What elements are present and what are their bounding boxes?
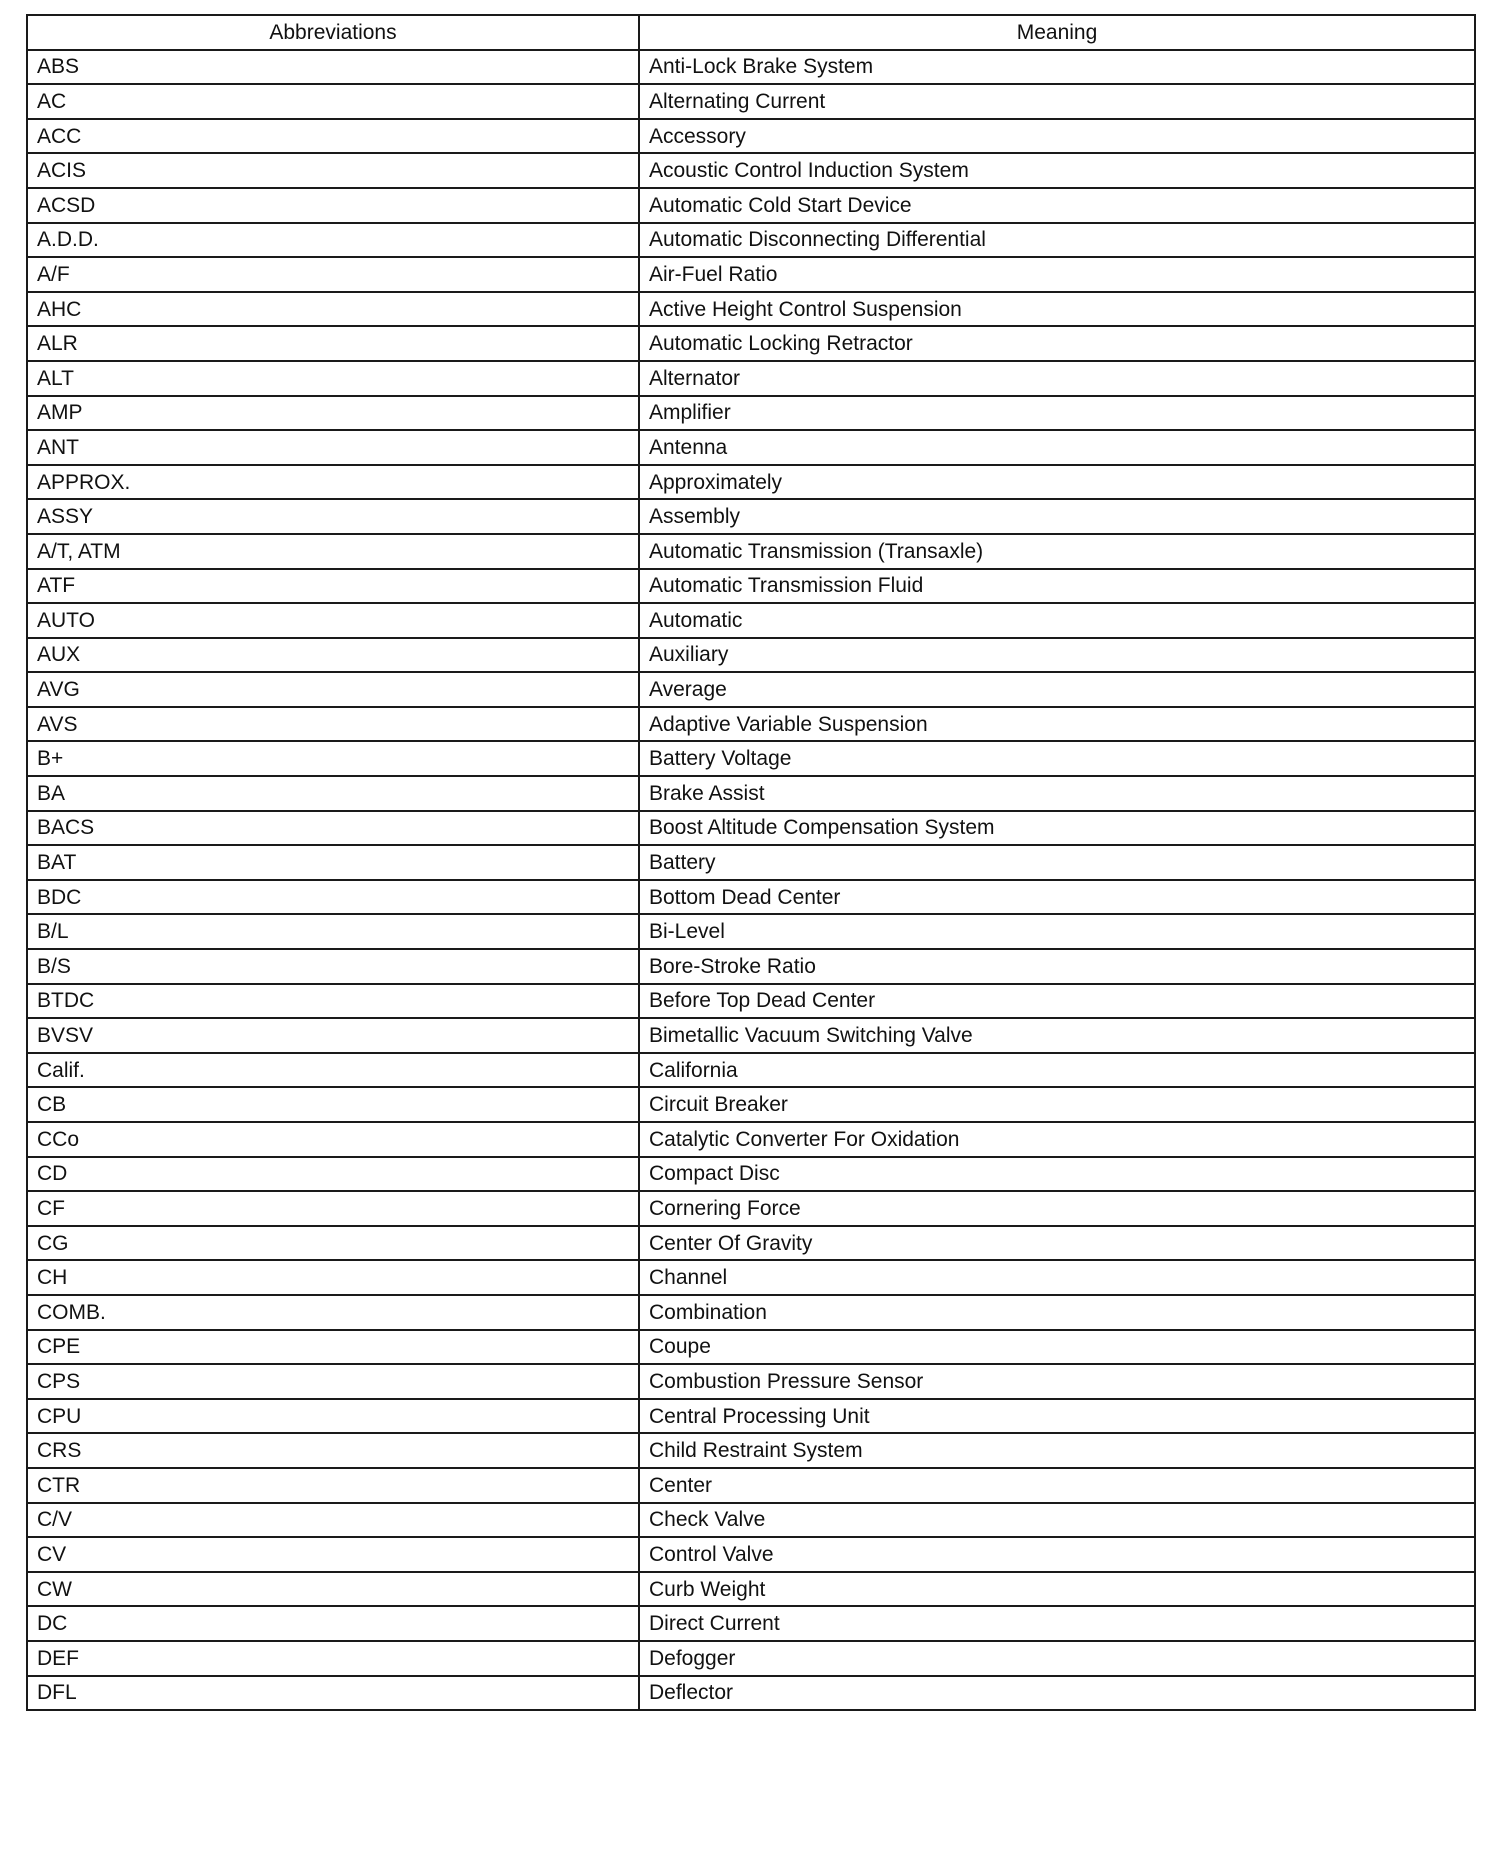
table-row: [27, 1157, 1475, 1192]
meaning-cell: Battery: [639, 845, 1475, 880]
abbreviation-cell: CV: [27, 1537, 639, 1572]
meaning-cell: Bimetallic Vacuum Switching Valve: [639, 1018, 1475, 1053]
meaning-cell: Child Restraint System: [639, 1433, 1475, 1468]
meaning-cell: Combination: [639, 1295, 1475, 1330]
abbreviation-cell: CG: [27, 1226, 639, 1261]
meaning-cell: Automatic Cold Start Device: [639, 188, 1475, 223]
table-row: [27, 845, 1475, 880]
meaning-cell: Defogger: [639, 1641, 1475, 1676]
table-row: [27, 465, 1475, 500]
table-row: [27, 1468, 1475, 1503]
meaning-cell: Cornering Force: [639, 1191, 1475, 1226]
table-row: [27, 430, 1475, 465]
table-row: [27, 638, 1475, 673]
meaning-cell: Active Height Control Suspension: [639, 292, 1475, 327]
abbreviation-cell: ABS: [27, 50, 639, 85]
meaning-cell: Automatic: [639, 603, 1475, 638]
meaning-cell: Air-Fuel Ratio: [639, 257, 1475, 292]
meaning-cell: Bore-Stroke Ratio: [639, 949, 1475, 984]
meaning-cell: Boost Altitude Compensation System: [639, 811, 1475, 846]
abbreviation-cell: C/V: [27, 1503, 639, 1538]
table-header-row: [27, 15, 1475, 50]
abbreviation-cell: APPROX.: [27, 465, 639, 500]
abbreviation-cell: CPE: [27, 1330, 639, 1365]
abbreviation-cell: CF: [27, 1191, 639, 1226]
abbreviation-cell: AVS: [27, 707, 639, 742]
table-row: [27, 1191, 1475, 1226]
table-row: [27, 1122, 1475, 1157]
meaning-cell: Automatic Transmission (Transaxle): [639, 534, 1475, 569]
abbreviation-cell: B/L: [27, 914, 639, 949]
abbreviation-cell: BA: [27, 776, 639, 811]
meaning-cell: Adaptive Variable Suspension: [639, 707, 1475, 742]
table-row: [27, 1399, 1475, 1434]
meaning-cell: Deflector: [639, 1676, 1475, 1711]
meaning-cell: Catalytic Converter For Oxidation: [639, 1122, 1475, 1157]
meaning-cell: California: [639, 1053, 1475, 1088]
abbreviation-cell: B+: [27, 741, 639, 776]
meaning-cell: Alternator: [639, 361, 1475, 396]
table-row: [27, 776, 1475, 811]
meaning-cell: Average: [639, 672, 1475, 707]
meaning-cell: Center Of Gravity: [639, 1226, 1475, 1261]
meaning-cell: Acoustic Control Induction System: [639, 153, 1475, 188]
abbreviation-cell: CW: [27, 1572, 639, 1607]
meaning-cell: Approximately: [639, 465, 1475, 500]
meaning-cell: Control Valve: [639, 1537, 1475, 1572]
abbreviation-cell: CCo: [27, 1122, 639, 1157]
table-row: [27, 707, 1475, 742]
table-row: [27, 292, 1475, 327]
column-header-meaning: Meaning: [639, 15, 1475, 50]
abbreviation-cell: ALR: [27, 326, 639, 361]
table-row: [27, 188, 1475, 223]
abbreviation-cell: CTR: [27, 1468, 639, 1503]
abbreviation-cell: CPS: [27, 1364, 639, 1399]
abbreviation-cell: BVSV: [27, 1018, 639, 1053]
table-row: [27, 1641, 1475, 1676]
table-row: [27, 1260, 1475, 1295]
table-row: [27, 50, 1475, 85]
abbreviation-cell: BACS: [27, 811, 639, 846]
meaning-cell: Direct Current: [639, 1606, 1475, 1641]
table-row: [27, 326, 1475, 361]
meaning-cell: Before Top Dead Center: [639, 984, 1475, 1019]
meaning-cell: Amplifier: [639, 396, 1475, 431]
table-row: [27, 880, 1475, 915]
table-row: [27, 499, 1475, 534]
table-row: [27, 672, 1475, 707]
abbreviation-cell: CPU: [27, 1399, 639, 1434]
abbreviation-cell: A/T, ATM: [27, 534, 639, 569]
meaning-cell: Check Valve: [639, 1503, 1475, 1538]
abbreviation-cell: AHC: [27, 292, 639, 327]
abbreviation-cell: CH: [27, 1260, 639, 1295]
table-row: [27, 1226, 1475, 1261]
meaning-cell: Channel: [639, 1260, 1475, 1295]
abbreviation-cell: CD: [27, 1157, 639, 1192]
table-row: [27, 1503, 1475, 1538]
meaning-cell: Auxiliary: [639, 638, 1475, 673]
meaning-cell: Coupe: [639, 1330, 1475, 1365]
table-row: [27, 914, 1475, 949]
table-row: [27, 396, 1475, 431]
meaning-cell: Anti-Lock Brake System: [639, 50, 1475, 85]
table-row: [27, 569, 1475, 604]
meaning-cell: Battery Voltage: [639, 741, 1475, 776]
abbreviation-cell: ACSD: [27, 188, 639, 223]
table-row: [27, 223, 1475, 258]
table-row: [27, 84, 1475, 119]
table-row: [27, 1053, 1475, 1088]
table-row: [27, 1433, 1475, 1468]
abbreviation-cell: AVG: [27, 672, 639, 707]
table-row: [27, 1676, 1475, 1711]
abbreviations-sheet: [26, 14, 1474, 1711]
meaning-cell: Curb Weight: [639, 1572, 1475, 1607]
meaning-cell: Brake Assist: [639, 776, 1475, 811]
abbreviation-cell: COMB.: [27, 1295, 639, 1330]
table-row: [27, 119, 1475, 154]
abbreviation-cell: ALT: [27, 361, 639, 396]
table-row: [27, 1018, 1475, 1053]
abbreviation-cell: Calif.: [27, 1053, 639, 1088]
table-row: [27, 603, 1475, 638]
table-body: [27, 50, 1475, 1711]
table-row: [27, 257, 1475, 292]
abbreviation-cell: CRS: [27, 1433, 639, 1468]
table-row: [27, 741, 1475, 776]
meaning-cell: Alternating Current: [639, 84, 1475, 119]
meaning-cell: Combustion Pressure Sensor: [639, 1364, 1475, 1399]
meaning-cell: Assembly: [639, 499, 1475, 534]
column-header-abbreviations: Abbreviations: [27, 15, 639, 50]
abbreviation-cell: ANT: [27, 430, 639, 465]
meaning-cell: Automatic Locking Retractor: [639, 326, 1475, 361]
abbreviation-cell: AUX: [27, 638, 639, 673]
abbreviation-cell: B/S: [27, 949, 639, 984]
table-row: [27, 984, 1475, 1019]
abbreviation-cell: DC: [27, 1606, 639, 1641]
table-row: [27, 1364, 1475, 1399]
abbreviation-cell: ASSY: [27, 499, 639, 534]
abbreviation-cell: A/F: [27, 257, 639, 292]
abbreviation-cell: ACIS: [27, 153, 639, 188]
meaning-cell: Bottom Dead Center: [639, 880, 1475, 915]
table-row: [27, 1330, 1475, 1365]
abbreviation-cell: BDC: [27, 880, 639, 915]
abbreviation-cell: BTDC: [27, 984, 639, 1019]
abbreviation-cell: AMP: [27, 396, 639, 431]
table-row: [27, 361, 1475, 396]
table-row: [27, 1572, 1475, 1607]
meaning-cell: Automatic Disconnecting Differential: [639, 223, 1475, 258]
abbreviation-cell: ACC: [27, 119, 639, 154]
abbreviations-table: [26, 14, 1476, 1711]
abbreviation-cell: A.D.D.: [27, 223, 639, 258]
abbreviation-cell: CB: [27, 1087, 639, 1122]
meaning-cell: Bi-Level: [639, 914, 1475, 949]
meaning-cell: Antenna: [639, 430, 1475, 465]
table-row: [27, 1537, 1475, 1572]
table-row: [27, 1295, 1475, 1330]
table-row: [27, 1606, 1475, 1641]
meaning-cell: Central Processing Unit: [639, 1399, 1475, 1434]
abbreviation-cell: ATF: [27, 569, 639, 604]
meaning-cell: Compact Disc: [639, 1157, 1475, 1192]
abbreviation-cell: AUTO: [27, 603, 639, 638]
table-row: [27, 949, 1475, 984]
abbreviation-cell: DEF: [27, 1641, 639, 1676]
abbreviation-cell: BAT: [27, 845, 639, 880]
table-row: [27, 153, 1475, 188]
table-row: [27, 1087, 1475, 1122]
abbreviation-cell: AC: [27, 84, 639, 119]
table-row: [27, 534, 1475, 569]
meaning-cell: Circuit Breaker: [639, 1087, 1475, 1122]
meaning-cell: Automatic Transmission Fluid: [639, 569, 1475, 604]
abbreviation-cell: DFL: [27, 1676, 639, 1711]
meaning-cell: Accessory: [639, 119, 1475, 154]
meaning-cell: Center: [639, 1468, 1475, 1503]
table-row: [27, 811, 1475, 846]
